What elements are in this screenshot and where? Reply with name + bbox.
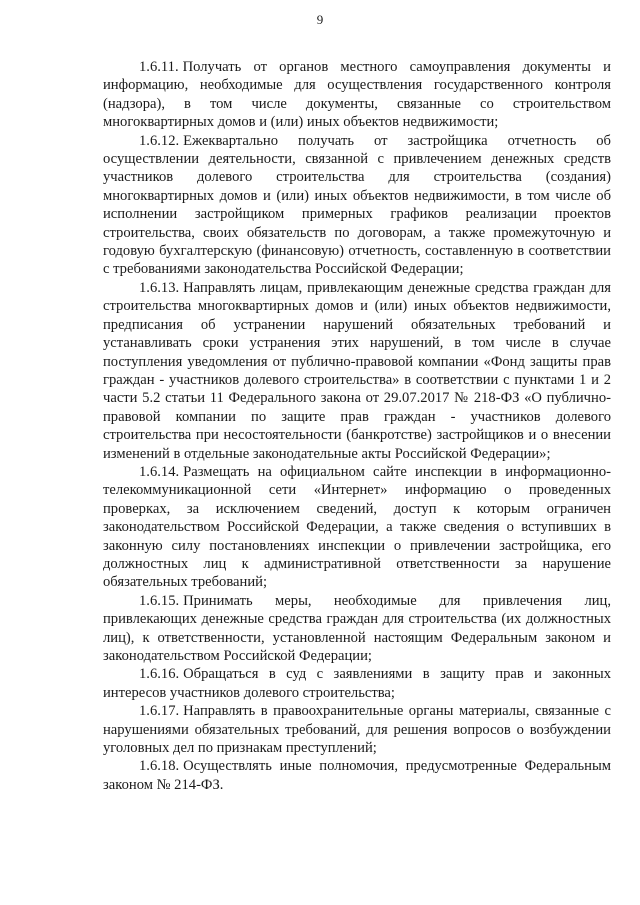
paragraph-1-6-13 (103, 279, 611, 463)
paragraph-number: 1.6.14. (139, 463, 180, 480)
paragraph-1-6-17 (103, 702, 611, 757)
paragraph-text: Размещать на официальном сайте инспекции в информационно-телекоммуникационной сети «Интернет» информацию о проведенных проверках, за исключением сведений, доступ к которым ограничен законодательством Российской Федерации, а также сведения о вступивших в законную силу постановлениях инспекции о привлечении застройщика, его должностных лиц к административной ответственности за нарушение обязательных требований; (103, 463, 611, 591)
paragraph-1-6-12 (103, 132, 611, 279)
page-number: 9 (316, 12, 324, 27)
paragraph-text: Направлять лицам, привлекающим денежные средства граждан для строительства многоквартирных домов и (или) иных объектов недвижимости, предписания об устранении нарушений обязательных требований и устанавливать сроки устранения этих нарушений, в том числе в случае поступления уведомления от публично-правовой компании «Фонд защиты прав граждан - участников долевого строительства» в соответствии с пунктами 1 и 2 части 5.2 статьи 11 Федерального закона от 29.07.2017 № 218-ФЗ «О публично-правовой компании по защите прав граждан - участников долевого строительства при несостоятельности (банкротстве) застройщиков и о внесении изменений в отдельные законодательные акты Российской Федерации»; (103, 279, 611, 462)
paragraph-number: 1.6.16. (139, 666, 180, 683)
paragraph-text: Получать от органов местного самоуправления документы и информацию, необходимые для осуществления государственного контроля (надзора), в том числе документы, связанные со строительством многоквартирных домов и (или) иных объектов недвижимости; (103, 59, 611, 131)
paragraph-text: Обращаться в суд с заявлениями в защиту прав и законных интересов участников долевого строительства; (103, 666, 611, 701)
paragraph-text: Осуществлять иные полномочия, предусмотренные Федеральным законом № 214-ФЗ. (103, 758, 611, 793)
paragraph-number: 1.6.18. (139, 758, 180, 775)
paragraph-number: 1.6.15. (139, 592, 180, 609)
paragraph-1-6-14 (103, 463, 611, 592)
paragraph-number: 1.6.11. (139, 59, 179, 75)
paragraph-text: Принимать меры, необходимые для привлечения лиц, привлекающих денежные средства граждан для строительства (их должностных лиц), к ответственности, установленной настоящим Федеральным законом и законодательством Российской Федерации; (103, 592, 611, 664)
paragraph-1-6-11 (103, 58, 611, 132)
paragraph-1-6-18 (103, 757, 611, 794)
paragraph-text: Ежеквартально получать от застройщика отчетность об осуществлении деятельности, связанной с привлечением денежных средств участников долевого строительства для строительства (создания) многоквартирных домов и (или) иных объектов недвижимости, в том числе об исполнении застройщиком примерных графиков реализации проектов строительства, своих обязательств по договорам, а также промежуточную и годовую бухгалтерскую (финансовую) отчетность, составленную в соответствии с требованиями законодательства Российской Федерации; (103, 132, 611, 278)
paragraph-1-6-15 (103, 592, 611, 666)
paragraph-1-6-16 (103, 665, 611, 702)
paragraph-number: 1.6.17. (139, 703, 180, 720)
paragraph-number: 1.6.13. (139, 279, 180, 296)
document-body (103, 58, 611, 794)
paragraph-number: 1.6.12. (139, 132, 180, 149)
paragraph-text: Направлять в правоохранительные органы материалы, связанные с нарушениями обязательных требований, для решения вопросов о возбуждении уголовных дел по признакам преступлений; (103, 703, 611, 757)
